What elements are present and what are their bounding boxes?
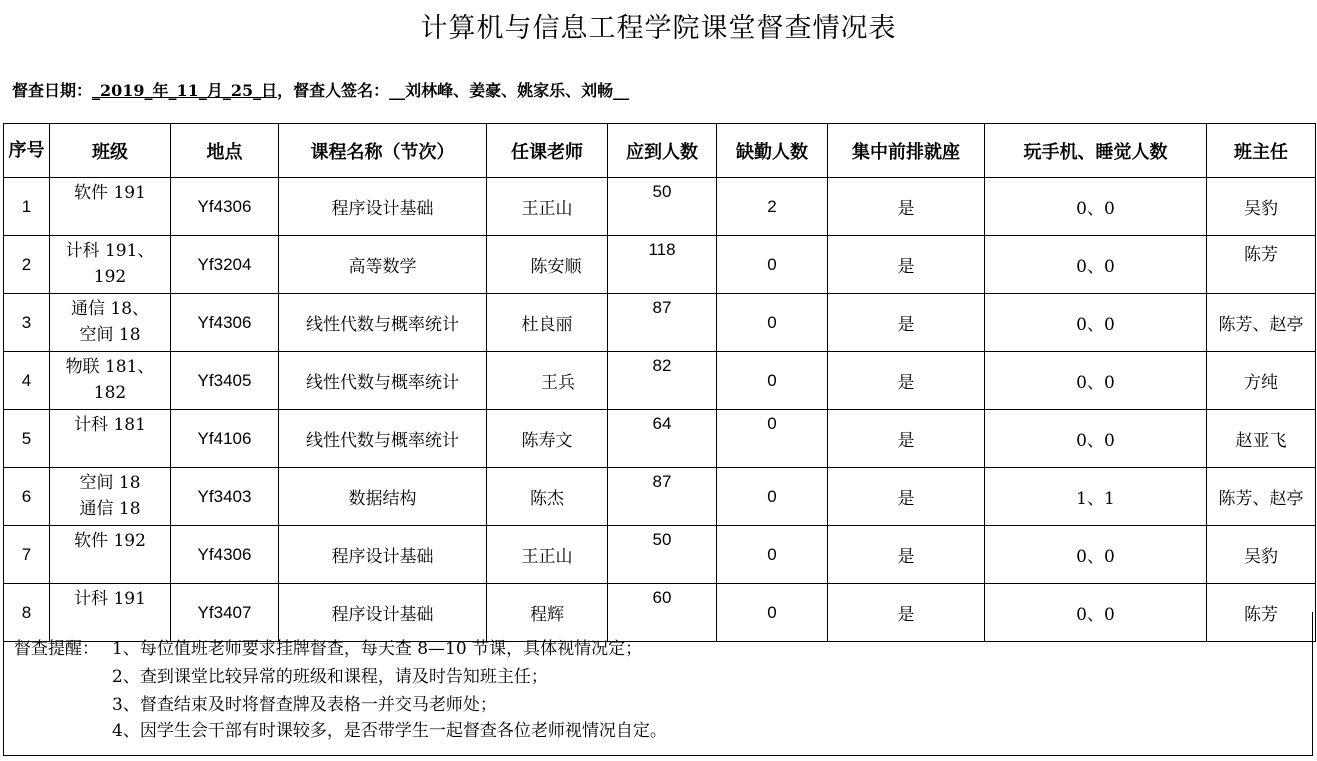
note-item: 4、因学生会干部有时课较多，是否带学生一起督查各位老师视情况自定。 xyxy=(112,721,667,741)
row-front-seating: 是 xyxy=(828,294,985,352)
row-front-seating: 是 xyxy=(828,236,985,294)
row-expected: 87 xyxy=(608,294,717,352)
row-teacher: 陈寿文 xyxy=(487,410,608,468)
table-header-row xyxy=(4,124,1316,178)
row-absent: 0 xyxy=(717,236,828,294)
row-expected: 118 xyxy=(608,236,717,294)
row-head-teacher: 陈芳、赵亭 xyxy=(1207,294,1316,352)
row-course: 高等数学 xyxy=(279,236,487,294)
row-class: 计科 191、 192 xyxy=(50,236,171,294)
row-place: Yf3403 xyxy=(171,468,279,526)
header-index: 序号 xyxy=(4,124,50,178)
row-phone-sleep: 0、0 xyxy=(985,294,1207,352)
row-phone-sleep: 0、0 xyxy=(985,236,1207,294)
header-teacher: 任课老师 xyxy=(487,124,608,178)
table-row xyxy=(4,410,1316,468)
date-label: 督查日期： xyxy=(12,81,93,100)
reminder-notes xyxy=(3,612,1313,756)
row-course: 程序设计基础 xyxy=(279,584,487,642)
row-class: 软件 192 xyxy=(50,526,171,584)
row-phone-sleep: 0、0 xyxy=(985,410,1207,468)
header-front-seating: 集中前排就座 xyxy=(828,124,985,178)
row-index: 1 xyxy=(4,178,50,236)
row-index: 8 xyxy=(4,584,50,642)
table-row xyxy=(4,526,1316,584)
table-row xyxy=(4,236,1316,294)
row-absent: 0 xyxy=(717,352,828,410)
row-teacher: 王正山 xyxy=(487,526,608,584)
row-expected: 64 xyxy=(608,410,717,468)
row-front-seating: 是 xyxy=(828,410,985,468)
row-phone-sleep: 0、0 xyxy=(985,526,1207,584)
note-item: 1、每位值班老师要求挂牌督查，每天查 8—10 节课，具体视情况定； xyxy=(112,639,643,659)
row-teacher: 王正山 xyxy=(487,178,608,236)
row-teacher: 陈安顺 xyxy=(487,236,608,294)
row-class: 通信 18、 空间 18 xyxy=(50,294,171,352)
row-phone-sleep: 0、0 xyxy=(985,584,1207,642)
row-place: Yf4306 xyxy=(171,526,279,584)
row-absent: 0 xyxy=(717,410,828,468)
row-class: 计科 191 xyxy=(50,584,171,642)
row-absent: 0 xyxy=(717,526,828,584)
row-index: 6 xyxy=(4,468,50,526)
table-row xyxy=(4,178,1316,236)
header-phone-sleep: 玩手机、睡觉人数 xyxy=(985,124,1207,178)
row-index: 3 xyxy=(4,294,50,352)
row-course: 线性代数与概率统计 xyxy=(279,352,487,410)
header-place: 地点 xyxy=(171,124,279,178)
row-index: 5 xyxy=(4,410,50,468)
table-row xyxy=(4,352,1316,410)
row-head-teacher: 吴豹 xyxy=(1207,526,1316,584)
row-index: 7 xyxy=(4,526,50,584)
row-class: 计科 181 xyxy=(50,410,171,468)
note-item: 3、督查结束及时将督查牌及表格一并交马老师处； xyxy=(112,695,497,715)
row-expected: 50 xyxy=(608,178,717,236)
inspection-meta xyxy=(12,78,629,101)
row-course: 数据结构 xyxy=(279,468,487,526)
row-course: 线性代数与概率统计 xyxy=(279,410,487,468)
row-course: 线性代数与概率统计 xyxy=(279,294,487,352)
header-course: 课程名称（节次） xyxy=(279,124,487,178)
row-expected: 82 xyxy=(608,352,717,410)
row-expected: 87 xyxy=(608,468,717,526)
note-item: 2、查到课堂比较异常的班级和课程，请及时告知班主任； xyxy=(112,667,548,687)
header-class: 班级 xyxy=(50,124,171,178)
row-place: Yf3407 xyxy=(171,584,279,642)
row-absent: 0 xyxy=(717,584,828,642)
row-head-teacher: 陈芳 xyxy=(1207,584,1316,642)
row-expected: 60 xyxy=(608,584,717,642)
row-course: 程序设计基础 xyxy=(279,526,487,584)
row-absent: 2 xyxy=(717,178,828,236)
row-place: Yf4106 xyxy=(171,410,279,468)
inspector-value: __刘林峰、姜豪、姚家乐、刘畅__ xyxy=(389,81,630,100)
table-row xyxy=(4,468,1316,526)
row-phone-sleep: 0、0 xyxy=(985,352,1207,410)
row-class: 物联 181、 182 xyxy=(50,352,171,410)
row-front-seating: 是 xyxy=(828,178,985,236)
row-teacher: 程辉 xyxy=(487,584,608,642)
header-head-teacher: 班主任 xyxy=(1207,124,1316,178)
row-expected: 50 xyxy=(608,526,717,584)
row-phone-sleep: 1、1 xyxy=(985,468,1207,526)
header-absent: 缺勤人数 xyxy=(717,124,828,178)
row-index: 4 xyxy=(4,352,50,410)
row-head-teacher: 方纯 xyxy=(1207,352,1316,410)
row-front-seating: 是 xyxy=(828,526,985,584)
row-place: Yf3204 xyxy=(171,236,279,294)
inspector-label: ，督查人签名： xyxy=(277,81,390,100)
row-teacher: 王兵 xyxy=(487,352,608,410)
row-class: 空间 18 通信 18 xyxy=(50,468,171,526)
row-class: 软件 191 xyxy=(50,178,171,236)
row-absent: 0 xyxy=(717,294,828,352)
row-index: 2 xyxy=(4,236,50,294)
row-front-seating: 是 xyxy=(828,584,985,642)
row-course: 程序设计基础 xyxy=(279,178,487,236)
row-front-seating: 是 xyxy=(828,468,985,526)
row-teacher: 陈杰 xyxy=(487,468,608,526)
row-front-seating: 是 xyxy=(828,352,985,410)
page-title: 计算机与信息工程学院课堂督查情况表 xyxy=(420,13,897,44)
row-place: Yf4306 xyxy=(171,178,279,236)
table-row xyxy=(4,294,1316,352)
row-teacher: 杜良丽 xyxy=(487,294,608,352)
row-head-teacher: 陈芳、赵亭 xyxy=(1207,468,1316,526)
row-head-teacher: 吴豹 xyxy=(1207,178,1316,236)
notes-prefix: 督查提醒： xyxy=(14,639,99,659)
row-phone-sleep: 0、0 xyxy=(985,178,1207,236)
row-place: Yf3405 xyxy=(171,352,279,410)
inspection-table xyxy=(3,123,1316,642)
row-head-teacher: 赵亚飞 xyxy=(1207,410,1316,468)
date-value: _2019_年_11_月_25_日 xyxy=(92,81,278,100)
row-head-teacher: 陈芳 xyxy=(1207,236,1316,294)
row-place: Yf4306 xyxy=(171,294,279,352)
row-absent: 0 xyxy=(717,468,828,526)
header-expected: 应到人数 xyxy=(608,124,717,178)
